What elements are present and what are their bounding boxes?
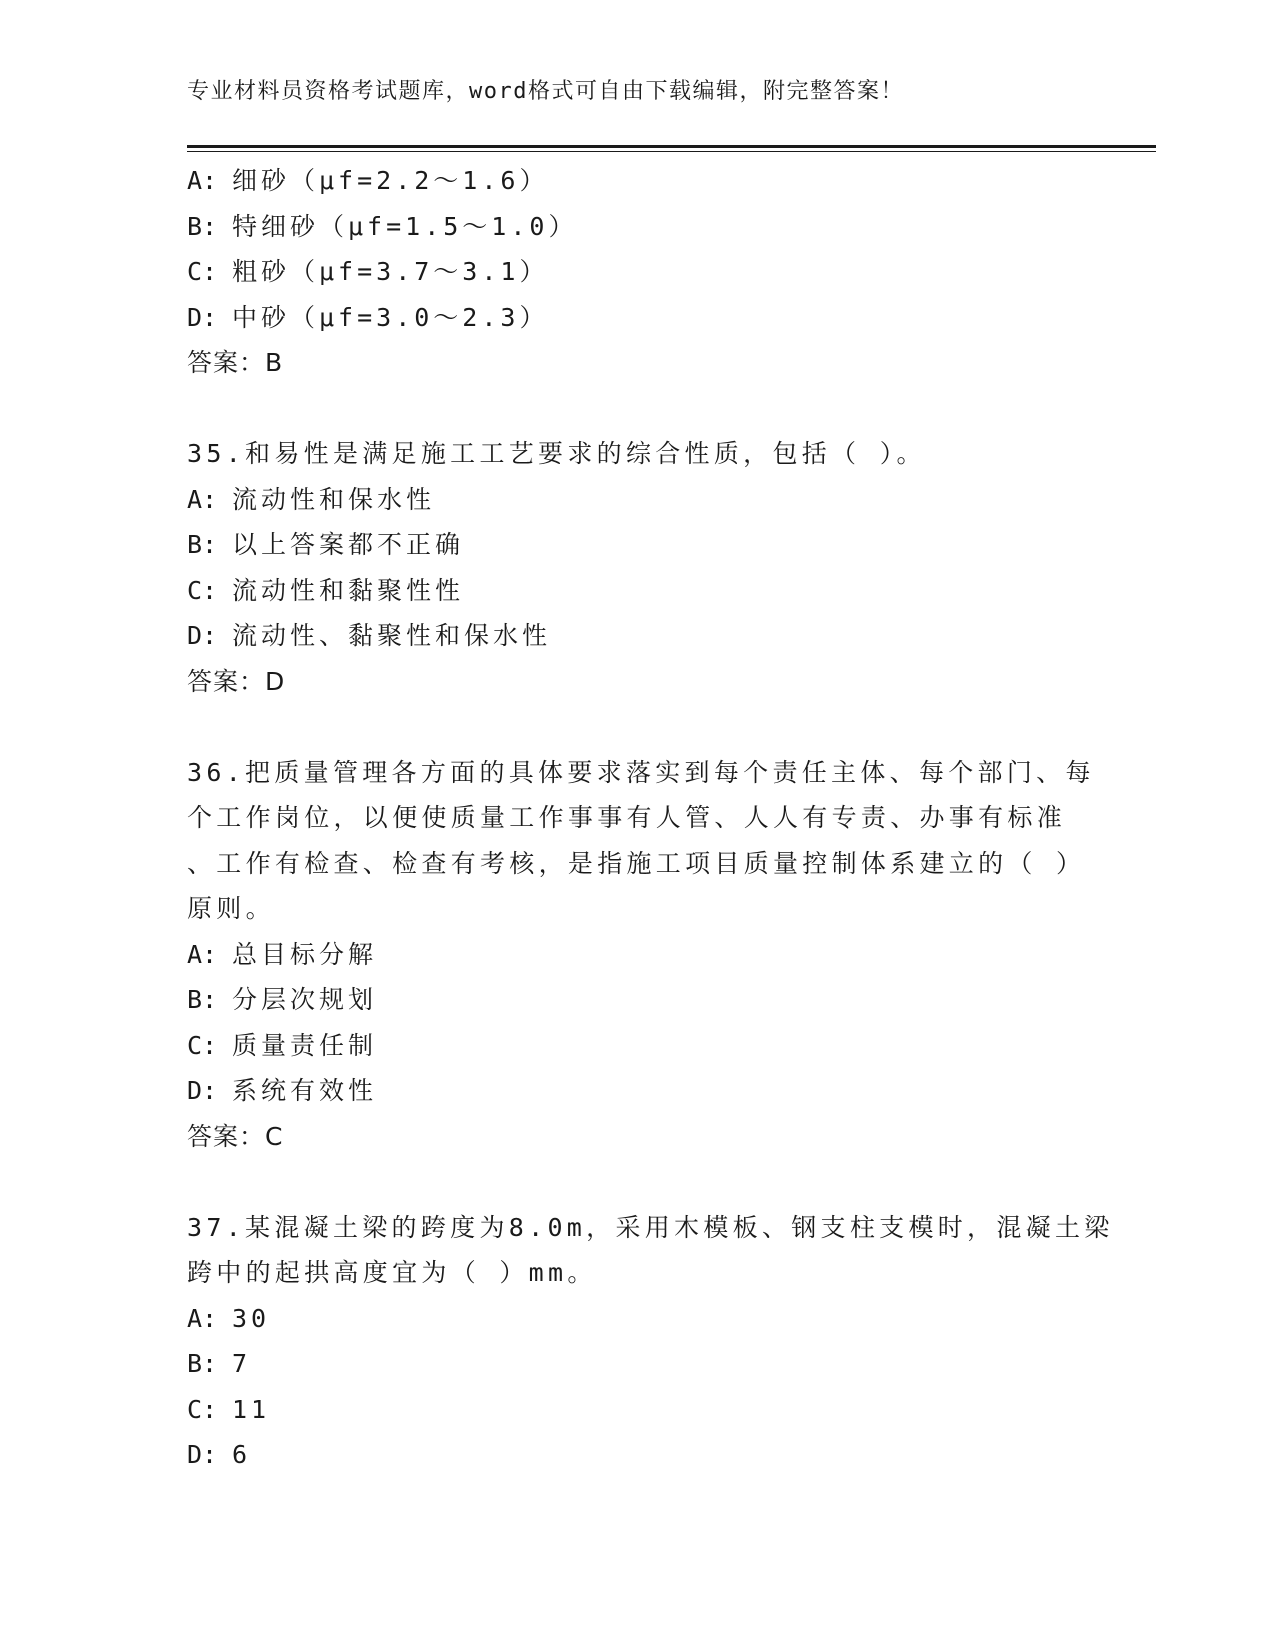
option-d: [187, 1432, 1087, 1478]
option-text: 流动性、黏聚性和保水性: [232, 621, 552, 650]
option-text: 流动性和黏聚性性: [232, 575, 465, 605]
option-d: [187, 295, 1087, 341]
option-text: 系统有效性: [232, 1076, 378, 1105]
option-text: 分层次规划: [232, 985, 378, 1014]
spacer: [187, 1159, 1087, 1205]
question-block-37: [187, 1205, 1114, 1478]
option-text: 粗砂（μf=3.7～3.1）: [232, 257, 549, 286]
option-c: [187, 249, 1087, 295]
option-b: [187, 522, 1087, 568]
option-b: [187, 1341, 1087, 1387]
option-key: A:: [187, 484, 218, 514]
option-a: [187, 158, 1087, 204]
option-text: 细砂（μf=2.2～1.6）: [232, 166, 549, 195]
answer-line: 答案：B: [187, 348, 284, 377]
option-key: A:: [187, 1303, 218, 1333]
option-a: [187, 477, 1087, 523]
option-d: [187, 1068, 1087, 1114]
option-text: 30: [232, 1303, 271, 1333]
option-text: 特细砂（μf=1.5～1.0）: [232, 211, 578, 241]
option-c: [187, 568, 1087, 614]
question-line: 个工作岗位，以便使质量工作事事有人管、人人有专责、办事有标准: [187, 803, 1067, 832]
option-key: C:: [187, 1394, 218, 1424]
question-line: 37.某混凝土梁的跨度为8.0m，采用木模板、钢支柱支模时，混凝土梁: [187, 1212, 1114, 1242]
option-text: 总目标分解: [232, 939, 378, 969]
question-line: 跨中的起拱高度宜为（ ）mm。: [187, 1258, 597, 1287]
question-block-35: [187, 431, 1087, 704]
option-text: 流动性和保水性: [232, 484, 436, 514]
option-b: [187, 204, 1087, 250]
option-a: [187, 1296, 1087, 1342]
option-key: B:: [187, 985, 218, 1014]
option-key: A:: [187, 166, 218, 195]
question-line: 原则。: [187, 894, 275, 923]
header-rule-thick: [187, 145, 1156, 148]
option-text: 11: [232, 1394, 271, 1424]
option-key: D:: [187, 1440, 218, 1469]
option-text: 质量责任制: [232, 1030, 378, 1060]
answer-line: 答案：D: [187, 666, 286, 696]
question-line: 35.和易性是满足施工工艺要求的综合性质，包括（ ）。: [187, 439, 926, 468]
option-key: D:: [187, 1076, 218, 1105]
question-stem: [187, 1205, 1114, 1296]
option-key: C:: [187, 575, 218, 605]
question-block-34: [187, 158, 1087, 386]
spacer: [187, 704, 1087, 750]
option-text: 以上答案都不正确: [232, 530, 465, 559]
page-header: 专业材料员资格考试题库，word格式可自由下载编辑，附完整答案！: [187, 79, 904, 104]
option-key: B:: [187, 1349, 218, 1378]
question-stem: [187, 750, 1095, 932]
option-key: B:: [187, 530, 218, 559]
question-stem: [187, 431, 1087, 477]
question-block-36: [187, 750, 1095, 1160]
question-content: [187, 158, 1114, 1478]
option-a: [187, 932, 1087, 978]
option-text: 7: [232, 1349, 252, 1378]
option-c: [187, 1023, 1087, 1069]
option-key: D:: [187, 302, 218, 332]
option-key: A:: [187, 939, 218, 969]
question-line: 36.把质量管理各方面的具体要求落实到每个责任主体、每个部门、每: [187, 757, 1095, 787]
option-key: D:: [187, 621, 218, 650]
option-key: C:: [187, 1030, 218, 1060]
option-text: 中砂（μf=3.0～2.3）: [232, 302, 549, 332]
question-line: 、工作有检查、检查有考核，是指施工项目质量控制体系建立的（ ）: [187, 848, 1086, 878]
spacer: [187, 386, 1087, 432]
option-key: C:: [187, 257, 218, 286]
option-d: [187, 613, 1087, 659]
option-c: [187, 1387, 1087, 1433]
header-rule-thin: [187, 151, 1156, 152]
answer-line: 答案：C: [187, 1121, 284, 1151]
option-key: B:: [187, 211, 218, 241]
option-text: 6: [232, 1440, 252, 1469]
option-b: [187, 977, 1087, 1023]
